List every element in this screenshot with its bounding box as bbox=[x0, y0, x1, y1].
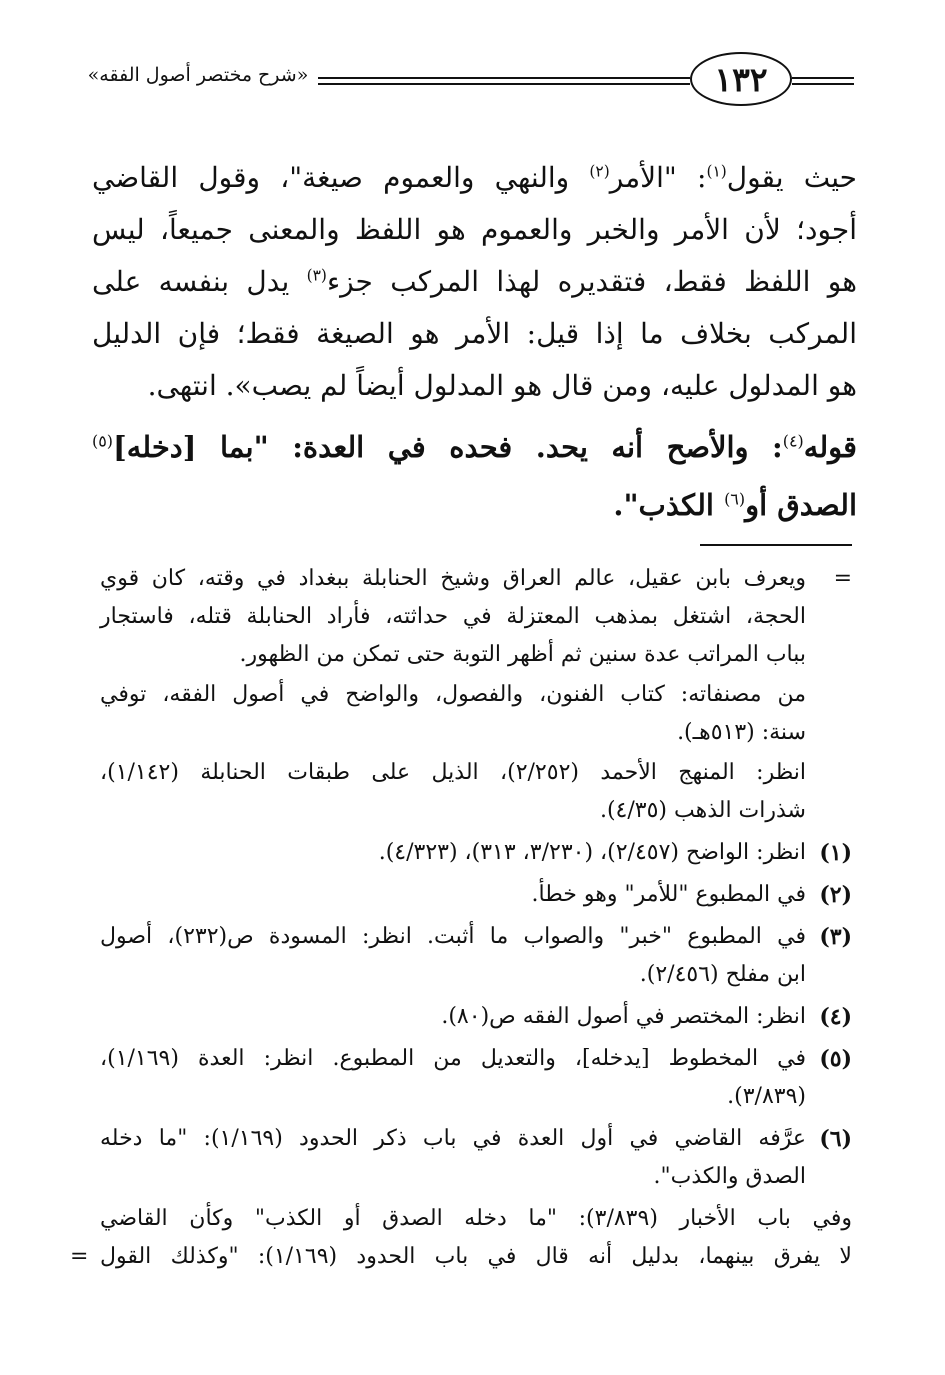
main-text bbox=[92, 152, 857, 534]
footnote-line: وفي باب الأخبار (٣/٨٣٩): "ما دخله الصدق أو الكذب" وكأن القاضي bbox=[100, 1206, 852, 1231]
footnote-4 bbox=[100, 998, 852, 1036]
footnote-line: الصدق والكذب". bbox=[653, 1164, 806, 1189]
quote-line: قوله$^{(٤)}$: والأصح أنه يحد. فحده في العدة: "بما [دخله]$^{(٥)}$ bbox=[92, 430, 857, 464]
footnote-line: انظر: الواضح (٢/٤٥٧)، (٣/٢٣٠، ٣١٣)، (٤/٣٢٣). bbox=[378, 840, 806, 865]
continuation-block bbox=[100, 560, 806, 674]
footnote-5 bbox=[100, 1040, 852, 1116]
paragraph-line: أجود؛ لأن الأمر والخبر والعموم هو اللفظ والمعنى جميعاً، ليس bbox=[92, 213, 857, 246]
page-header bbox=[0, 52, 945, 114]
footnote-line: في المطبوع "للأمر" وهو خطأ. bbox=[531, 882, 806, 907]
footnote-line: شذرات الذهب (٤/٣٥). bbox=[599, 798, 806, 823]
header-rule-right bbox=[792, 77, 854, 85]
footnotes bbox=[70, 560, 852, 1276]
footnote-separator bbox=[700, 544, 852, 546]
paragraph-line: حيث يقول$^{(١)}$: "الأمر$^{(٢)}$ والنهي والعموم صيغة"، وقول القاضي bbox=[92, 161, 857, 194]
quote-line: الصدق أو$^{(٦)}$ الكذب". bbox=[613, 488, 857, 522]
continuation-block bbox=[100, 754, 806, 830]
footnote-2 bbox=[100, 876, 852, 914]
footnote-number: (٤) bbox=[819, 1004, 852, 1030]
paragraph-line: هو المدلول عليه، ومن قال هو المدلول أيضاً لم يصب». انتهى. bbox=[147, 369, 857, 402]
footnote-number: (٢) bbox=[819, 882, 852, 908]
footnote-line: ابن مفلح (٢/٤٥٦). bbox=[639, 962, 806, 987]
footnote-line: سنة: (٥١٣هـ). bbox=[677, 720, 806, 745]
footnote-continuation bbox=[100, 560, 852, 830]
footnote-line: الحجة، اشتغل بمذهب المعتزلة في حداثته، فأراد الحنابلة قتله، فاستجار bbox=[100, 604, 806, 629]
continuation-marker: = bbox=[70, 1244, 89, 1269]
quoted-text bbox=[92, 418, 857, 534]
footnote-line: انظر: المنهج الأحمد (٢/٢٥٢)، الذيل على طبقات الحنابلة (١/١٤٢)، bbox=[100, 760, 806, 785]
page-number: ١٣٢ bbox=[690, 52, 792, 106]
footnote-6-continued bbox=[70, 1200, 852, 1276]
book-title: «شرح مختصر أصول الفقه» bbox=[87, 64, 309, 86]
footnote-line: لا يفرق بينهما، بدليل أنه قال في باب الحدود (١/١٦٩): "وكذلك القول bbox=[100, 1244, 852, 1269]
continuation-block bbox=[100, 676, 806, 752]
footnote-line: انظر: المختصر في أصول الفقه ص(٨٠). bbox=[441, 1004, 806, 1029]
footnote-line: بباب المراتب عدة سنين ثم أظهر التوبة حتى تمكن من الظهور. bbox=[239, 642, 806, 667]
footnote-3 bbox=[100, 918, 852, 994]
footnote-number: (١) bbox=[819, 840, 852, 866]
header-rule-left bbox=[318, 77, 690, 85]
footnote-1 bbox=[100, 834, 852, 872]
paragraph-line: هو اللفظ فقط، فتقديره لهذا المركب جزء$^{(٣)}$ يدل بنفسه على bbox=[92, 265, 858, 298]
footnote-line: ويعرف بابن عقيل، عالم العراق وشيخ الحنابلة ببغداد في وقته، كان قوي bbox=[100, 566, 806, 591]
footnote-number: (٥) bbox=[819, 1046, 852, 1072]
paragraph-line: المركب بخلاف ما إذا قيل: الأمر هو الصيغة فقط؛ فإن الدليل bbox=[92, 317, 857, 350]
footnote-6 bbox=[100, 1120, 852, 1196]
footnote-line: عرَّفه القاضي في أول العدة في باب ذكر الحدود (١/١٦٩): "ما دخله bbox=[100, 1126, 806, 1151]
footnote-line: في المخطوط [يدخله]، والتعديل من المطبوع. انظر: العدة (١/١٦٩)، bbox=[100, 1046, 806, 1071]
footnote-line: في المطبوع "خبر" والصواب ما أثبت. انظر: المسودة ص(٢٣٢)، أصول bbox=[100, 924, 807, 949]
continuation-marker: = bbox=[833, 566, 852, 591]
footnote-line: من مصنفاته: كتاب الفنون، والفصول، والواضح في أصول الفقه، توفي bbox=[100, 682, 806, 707]
footnote-line: (٣/٨٣٩). bbox=[727, 1084, 806, 1109]
footnote-number: (٣) bbox=[819, 924, 852, 950]
footnote-number: (٦) bbox=[819, 1126, 852, 1152]
main-paragraph bbox=[92, 152, 857, 412]
